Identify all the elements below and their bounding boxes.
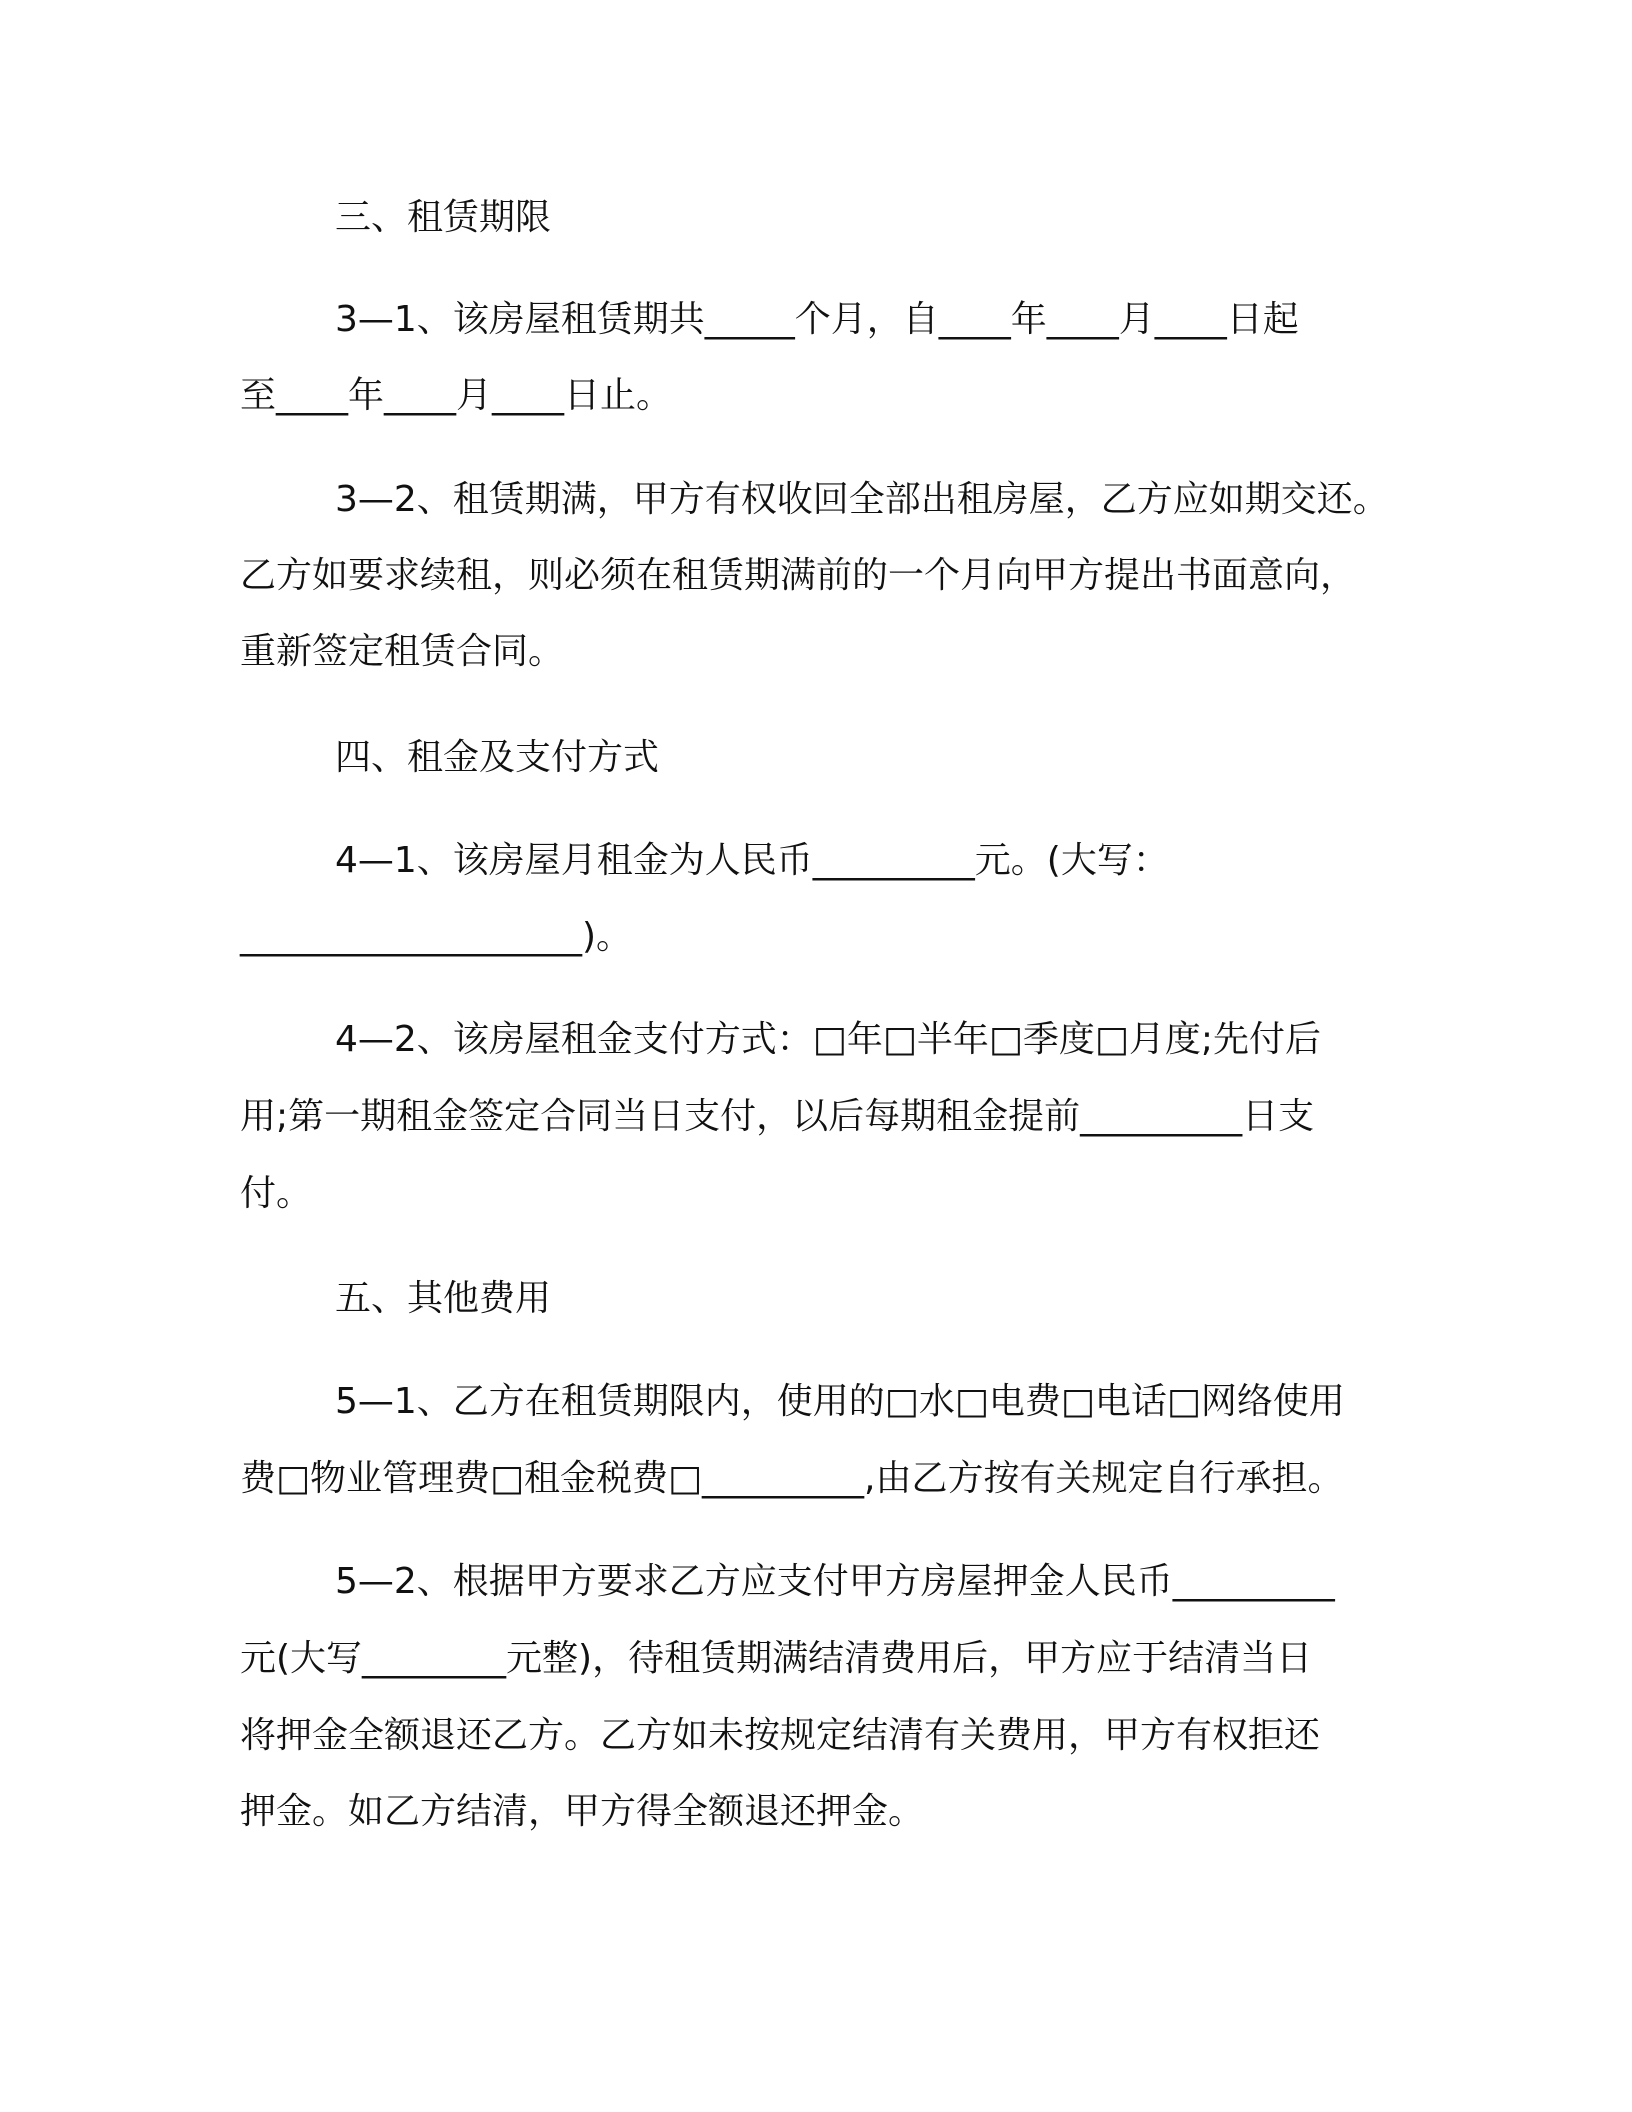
- clause-5-2-line-2: 元(大写________元整)，待租赁期满结清费用后，甲方应于结清当日: [240, 1638, 1313, 1679]
- clause-3-2-line-3: 重新签定租赁合同。: [240, 631, 565, 672]
- clause-4-1-line-1: 4—1、该房屋月租金为人民币_________元。(大写：: [335, 840, 1169, 881]
- clause-5-2-line-4: 押金。如乙方结清，甲方得全额退还押金。: [240, 1791, 925, 1832]
- section-heading-lease-term: 三、租赁期限: [335, 197, 552, 238]
- clause-4-2-line-1: 4—2、该房屋租金支付方式：□年□半年□季度□月度;先付后: [335, 1019, 1321, 1060]
- clause-5-1-line-2: 费□物业管理费□租金税费□_________,由乙方按有关规定自行承担。: [240, 1458, 1344, 1499]
- clause-4-2-line-2: 用;第一期租金签定合同当日支付，以后每期租金提前_________日支: [240, 1096, 1315, 1137]
- clause-3-1-line-2: 至____年____月____日止。: [240, 375, 673, 416]
- clause-3-2-line-1: 3—2、租赁期满，甲方有权收回全部出租房屋，乙方应如期交还。: [335, 479, 1389, 520]
- clause-5-2-line-1: 5—2、根据甲方要求乙方应支付甲方房屋押金人民币_________: [335, 1561, 1335, 1602]
- section-heading-other-fees: 五、其他费用: [335, 1278, 552, 1319]
- clause-4-2-line-3: 付。: [240, 1173, 313, 1214]
- clause-5-1-line-1: 5—1、乙方在租赁期限内，使用的□水□电费□电话□网络使用: [335, 1381, 1345, 1422]
- section-heading-rent-payment: 四、租金及支付方式: [335, 737, 660, 778]
- clause-5-2-line-3: 将押金全额退还乙方。乙方如未按规定结清有关费用，甲方有权拒还: [240, 1715, 1321, 1756]
- clause-3-1-line-1: 3—1、该房屋租赁期共_____个月，自____年____月____日起: [335, 299, 1299, 340]
- clause-3-2-line-2: 乙方如要求续租，则必须在租赁期满前的一个月向甲方提出书面意向，: [240, 555, 1357, 596]
- clause-4-1-line-2: ___________________)。: [240, 916, 633, 957]
